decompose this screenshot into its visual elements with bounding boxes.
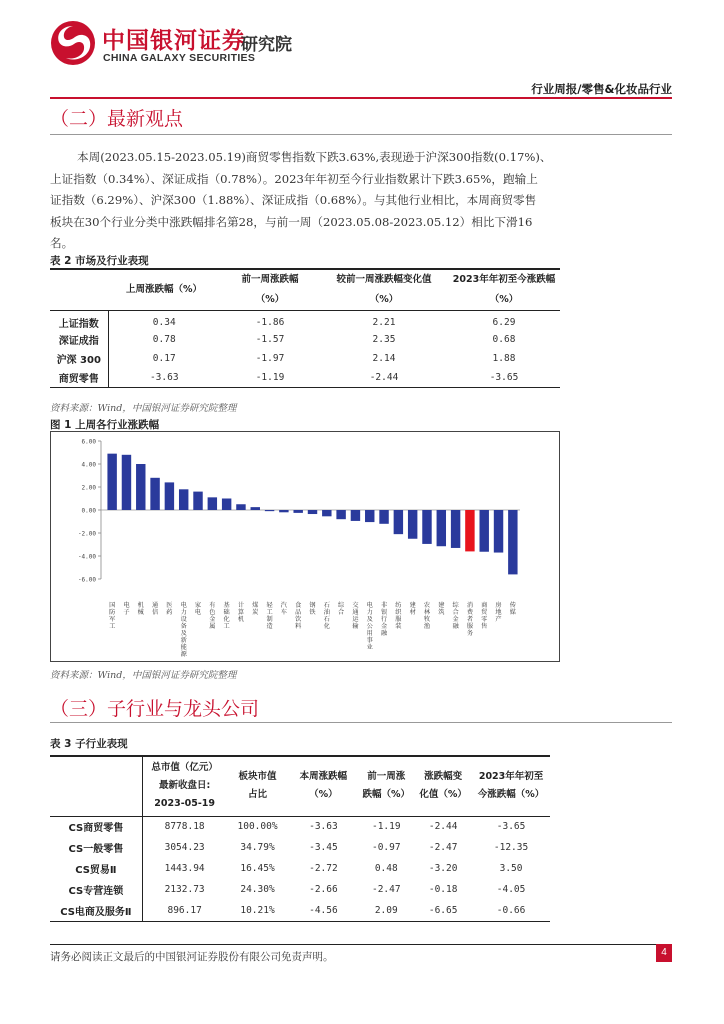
- x-tick-label: 医药: [166, 602, 173, 616]
- table-cell: -6.65: [428, 904, 458, 916]
- y-tick-label: -6.00: [77, 576, 96, 584]
- brand-name-english: CHINA GALAXY SECURITIES: [103, 52, 256, 64]
- row-header: CS一般零售: [50, 837, 142, 858]
- header-divider: [50, 97, 672, 99]
- table-header: 较前一周涨跌幅变化值 （%）: [336, 274, 432, 305]
- bar: [451, 510, 460, 548]
- x-tick-label: 计算机: [237, 602, 245, 623]
- x-tick-label: 综合: [338, 602, 345, 616]
- x-tick-label: 汽车: [280, 602, 287, 616]
- table-cell: -0.18: [428, 884, 458, 895]
- table-cell: -0.97: [371, 842, 401, 853]
- bar: [351, 510, 360, 521]
- section-divider: [50, 722, 672, 723]
- summary-paragraph: [50, 147, 672, 255]
- table-header: 前一周涨 跌幅（%）: [362, 771, 411, 801]
- table3-caption: 表 3 子行业表现: [50, 738, 128, 750]
- table-cell: -3.65: [496, 821, 526, 833]
- x-tick-label: 电力设备及新能源: [180, 602, 187, 658]
- paragraph-line: 证指数（6.29%）、沪深300（1.88%）、深证成指（0.68%）。与其他行业相比，本周商贸零售: [50, 193, 537, 207]
- x-tick-label: 农林牧渔: [423, 602, 431, 630]
- x-tick-label: 基础化工: [223, 602, 230, 630]
- row-header: CS电商及服务Ⅱ: [50, 900, 142, 921]
- bar: [322, 510, 331, 516]
- table-header-row: [50, 269, 560, 311]
- x-tick-label: 国防军工: [109, 602, 116, 630]
- bar: [308, 510, 317, 514]
- table-cell: 2.09: [374, 904, 398, 916]
- bar: [179, 489, 188, 510]
- bar: [107, 454, 116, 510]
- table-cell: -4.56: [309, 904, 338, 916]
- x-tick-label: 轻工制造: [266, 602, 273, 630]
- bar: [293, 510, 302, 513]
- x-tick-label: 建筑: [438, 602, 445, 616]
- x-tick-label: 食品饮料: [295, 602, 302, 630]
- brand-name: 中国银河证券: [102, 28, 246, 54]
- row-header: CS商贸零售: [50, 816, 142, 837]
- bar: [251, 507, 260, 510]
- table-row: [50, 368, 560, 387]
- table2-source: 资料来源：Wind，中国银河证券研究院整理: [50, 403, 237, 414]
- bar: [365, 510, 374, 522]
- footer-divider: [50, 944, 672, 945]
- table-cell: -1.19: [371, 821, 401, 833]
- table-cell: -2.72: [309, 863, 338, 874]
- table-header: 2023年年初至 今涨跌幅（%）: [477, 771, 545, 801]
- table-cell: -1.86: [255, 317, 285, 328]
- table-cell: -2.44: [428, 821, 458, 833]
- x-tick-label: 煤炭: [252, 602, 259, 616]
- row-header: 沪深 300: [50, 349, 108, 368]
- y-tick-label: -2.00: [77, 530, 96, 538]
- table-row: [50, 311, 560, 331]
- table-header-row: [50, 756, 550, 816]
- bar: [437, 510, 446, 546]
- x-tick-label: 商贸零售: [481, 602, 488, 630]
- table-row: [50, 879, 550, 900]
- table-cell: 8778.18: [164, 821, 205, 833]
- table-cell: 0.68: [492, 334, 516, 345]
- market-performance-table: [50, 268, 560, 388]
- y-tick-label: 0.00: [81, 507, 96, 515]
- row-header: CS专营连锁: [50, 879, 142, 900]
- table-header: [50, 756, 142, 816]
- row-header: 深证成指: [50, 330, 108, 349]
- bar: [279, 510, 288, 512]
- table-header: 上周涨跌幅（%）: [125, 284, 203, 295]
- report-type: 行业周报/零售&化妆品行业: [531, 82, 672, 96]
- table-cell: -3.63: [149, 371, 179, 383]
- table-cell: 2.21: [372, 317, 396, 328]
- table-row: [50, 349, 560, 368]
- table-header: 本周涨跌幅 （%）: [299, 771, 348, 801]
- table-header: 板块市值 占比: [238, 771, 277, 801]
- y-tick-label: -4.00: [77, 553, 96, 561]
- table-row: [50, 858, 550, 879]
- x-tick-label: 非银行金融: [380, 602, 388, 637]
- y-tick-label: 4.00: [81, 461, 96, 469]
- table-row: [50, 837, 550, 858]
- bar: [136, 464, 145, 510]
- table-row: [50, 330, 560, 349]
- figure1-caption: 图 1 上周各行业涨跌幅: [50, 419, 160, 431]
- industry-change-bar-chart: [50, 431, 560, 662]
- table-cell: 100.00%: [237, 821, 278, 833]
- x-tick-label: 电力及公用事业: [366, 602, 373, 651]
- table-header: 涨跌幅变 化值（%）: [419, 771, 467, 801]
- x-tick-label: 传媒: [509, 602, 516, 616]
- x-tick-label: 家电: [194, 602, 202, 616]
- table-cell: -1.19: [255, 371, 285, 383]
- table-cell: -3.20: [428, 863, 458, 874]
- x-tick-label: 有色金属: [209, 602, 216, 630]
- bar: [494, 510, 503, 553]
- table-cell: -3.63: [309, 821, 338, 833]
- bar: [122, 455, 131, 510]
- row-header: 上证指数: [50, 311, 108, 331]
- table-cell: 3.50: [499, 863, 523, 874]
- bar: [150, 478, 159, 510]
- table-cell: -1.57: [255, 334, 285, 345]
- bar: [465, 510, 474, 551]
- bar: [222, 499, 231, 511]
- section-divider: [50, 134, 672, 135]
- bar: [379, 510, 388, 524]
- row-header: CS贸易Ⅱ: [50, 858, 142, 879]
- paragraph-line: 本周(2023.05.15-2023.05.19)商贸零售指数下跌3.63%,表现逊于沪深300指数(0.17%)、: [77, 150, 552, 164]
- bar: [422, 510, 431, 544]
- table-cell: -3.65: [489, 371, 519, 383]
- table-row: [50, 900, 550, 921]
- paragraph-line: 名。: [50, 236, 74, 250]
- x-tick-label: 机械: [137, 602, 144, 616]
- row-header: 商贸零售: [50, 368, 108, 387]
- x-tick-label: 交通运输: [352, 602, 359, 630]
- table-cell: 0.78: [152, 334, 176, 345]
- y-tick-label: 6.00: [81, 438, 96, 446]
- table-header: 前一周涨跌幅 （%）: [241, 274, 299, 305]
- bar: [394, 510, 403, 534]
- table-cell: -3.45: [309, 842, 338, 853]
- table-cell: 1.88: [492, 353, 516, 364]
- bar: [193, 492, 202, 510]
- table2-caption: 表 2 市场及行业表现: [50, 255, 149, 267]
- table-cell: 10.21%: [240, 904, 275, 916]
- section-title-latest-views: （二）最新观点: [50, 108, 184, 130]
- figure1-source: 资料来源：Wind，中国银河证券研究院整理: [50, 670, 237, 681]
- table-cell: 3054.23: [164, 842, 205, 853]
- x-tick-label: 建材: [409, 602, 416, 616]
- bar: [236, 504, 245, 510]
- paragraph-line: 板块在30个行业分类中涨跌幅排名第28，与前一周（2023.05.08-2023.05.12）相比下滑16: [50, 214, 533, 229]
- bar: [165, 482, 174, 510]
- paragraph-line: 上证指数（0.34%）、深证成指（0.78%）。2023年年初至今行业指数累计下跌3.65%，跑输上: [50, 171, 538, 186]
- table-cell: 24.30%: [240, 884, 275, 895]
- page-number: 4: [656, 944, 672, 962]
- bar: [480, 510, 489, 552]
- x-tick-label: 综合金融: [452, 602, 459, 630]
- x-tick-label: 房地产: [495, 602, 502, 623]
- table-cell: -4.05: [496, 884, 526, 895]
- table-cell: 0.17: [152, 353, 176, 364]
- bar: [336, 510, 345, 519]
- table-row: [50, 816, 550, 837]
- brand-suffix: 研究院: [241, 35, 292, 55]
- table-cell: 2.35: [372, 334, 396, 345]
- table-cell: 2132.73: [164, 884, 205, 895]
- table-cell: 16.45%: [240, 863, 275, 874]
- table-cell: -2.66: [309, 884, 338, 895]
- table-cell: 896.17: [167, 904, 202, 916]
- bar: [208, 497, 217, 510]
- bar: [408, 510, 417, 539]
- section-title-subindustries: （三）子行业与龙头公司: [50, 698, 260, 720]
- table-header: 2023年年初至今涨跌幅 （%）: [452, 274, 556, 305]
- x-tick-label: 石油石化: [323, 602, 330, 630]
- subindustry-performance-table: [50, 755, 550, 922]
- table-header: 总市值（亿元） 最新收盘日: 2023-05-19: [151, 762, 218, 810]
- footer-disclaimer: 请务必阅读正文最后的中国银河证券股份有限公司免责声明。: [50, 951, 334, 963]
- table-cell: 1443.94: [164, 863, 205, 874]
- table-cell: -2.47: [428, 842, 458, 853]
- bar: [508, 510, 517, 574]
- table-cell: 2.14: [372, 353, 396, 364]
- table-cell: 34.79%: [240, 842, 275, 853]
- table-cell: 6.29: [492, 317, 516, 328]
- x-tick-label: 钢铁: [309, 602, 316, 616]
- x-tick-label: 消费者服务: [466, 602, 474, 637]
- table-cell: 0.34: [152, 317, 176, 328]
- y-tick-label: 2.00: [81, 484, 96, 492]
- table-cell: -0.66: [496, 904, 526, 916]
- table-cell: -12.35: [493, 842, 529, 853]
- table-cell: -2.44: [369, 371, 399, 383]
- bar: [265, 510, 274, 511]
- x-tick-label: 纺织服装: [395, 602, 402, 630]
- galaxy-logo-icon: [50, 20, 96, 66]
- table-cell: 0.48: [374, 863, 398, 874]
- table-header: [50, 269, 108, 311]
- x-tick-label: 通信: [151, 602, 159, 616]
- table-cell: -1.97: [255, 353, 285, 364]
- x-tick-label: 电子: [123, 602, 130, 616]
- table-cell: -2.47: [371, 884, 401, 895]
